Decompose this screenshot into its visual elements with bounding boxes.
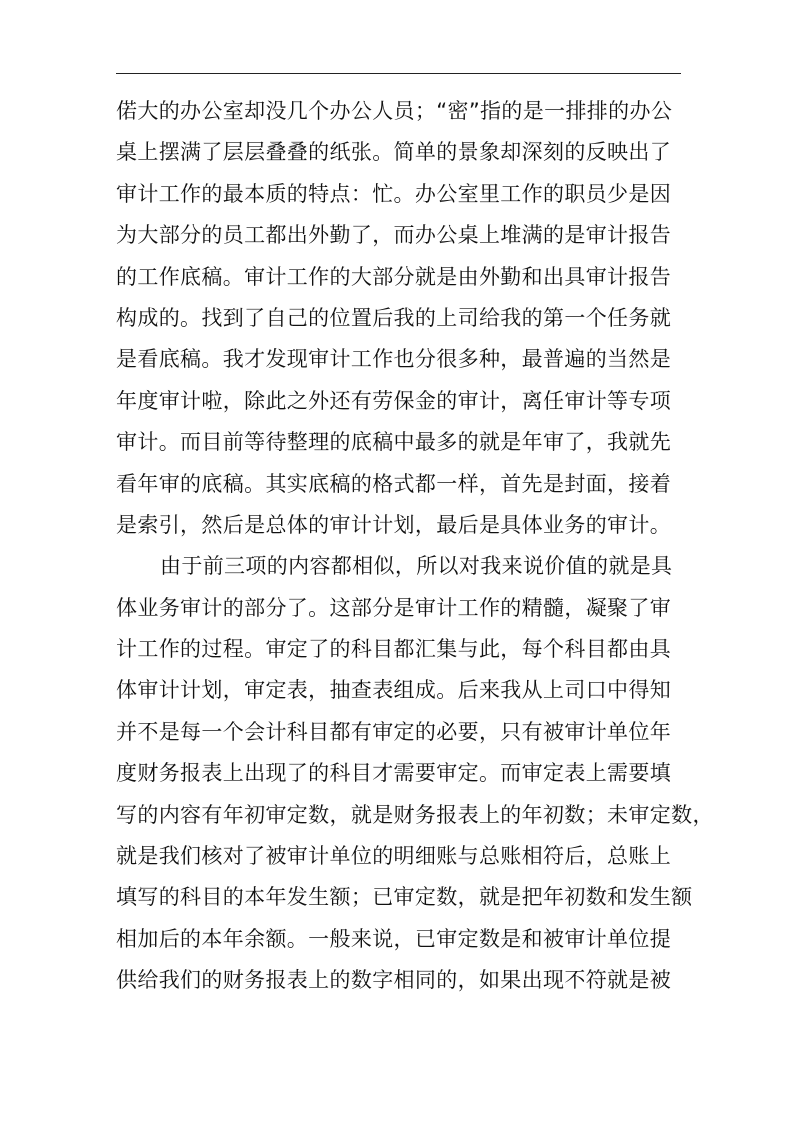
text-line: 供给我们的财务报表上的数字相同的，如果出现不符就是被 (116, 968, 672, 993)
text-line: 看年审的底稿。其实底稿的格式都一样，首先是封面，接着 (116, 471, 672, 496)
text-line: 体业务审计的部分了。这部分是审计工作的精髓，凝聚了审 (116, 595, 672, 620)
paragraph-start-line: 由于前三项的内容都相似，所以对我来说价值的就是具 (160, 554, 673, 579)
text-line: 审计。而目前等待整理的底稿中最多的就是年审了，我就先 (116, 430, 672, 455)
text-line: 写的内容有年初审定数，就是财务报表上的年初数；未审定数， (116, 802, 714, 827)
text-line: 审计工作的最本质的特点：忙。办公室里工作的职员少是因 (116, 181, 672, 206)
header-rule (116, 73, 681, 74)
text-line: 桌上摆满了层层叠叠的纸张。简单的景象却深刻的反映出了 (116, 140, 672, 165)
body-text (116, 91, 714, 1002)
text-line: 就是我们核对了被审计单位的明细账与总账相符后，总账上 (116, 844, 672, 869)
text-line: 度财务报表上出现了的科目才需要审定。而审定表上需要填 (116, 761, 672, 786)
text-line: 是看底稿。我才发现审计工作也分很多种，最普遍的当然是 (116, 347, 672, 372)
text-line: 并不是每一个会计科目都有审定的必要，只有被审计单位年 (116, 719, 672, 744)
text-line: 的工作底稿。审计工作的大部分就是由外勤和出具审计报告 (116, 264, 672, 289)
text-line: 体审计计划，审定表，抽查表组成。后来我从上司口中得知 (116, 678, 672, 703)
text-line: 偌大的办公室却没几个办公人员；“密”指的是一排排的办公 (116, 99, 673, 123)
text-line: 构成的。找到了自己的位置后我的上司给我的第一个任务就 (116, 305, 672, 330)
text-line: 是索引，然后是总体的审计计划，最后是具体业务的审计。 (116, 512, 672, 537)
text-line: 相加后的本年余额。一般来说，已审定数是和被审计单位提 (116, 926, 672, 951)
text-line: 为大部分的员工都出外勤了，而办公桌上堆满的是审计报告 (116, 223, 672, 248)
text-line: 填写的科目的本年发生额；已审定数，就是把年初数和发生额 (116, 885, 693, 910)
text-line: 计工作的过程。审定了的科目都汇集与此，每个科目都由具 (116, 637, 672, 662)
text-line: 年度审计啦，除此之外还有劳保金的审计，离任审计等专项 (116, 388, 672, 413)
